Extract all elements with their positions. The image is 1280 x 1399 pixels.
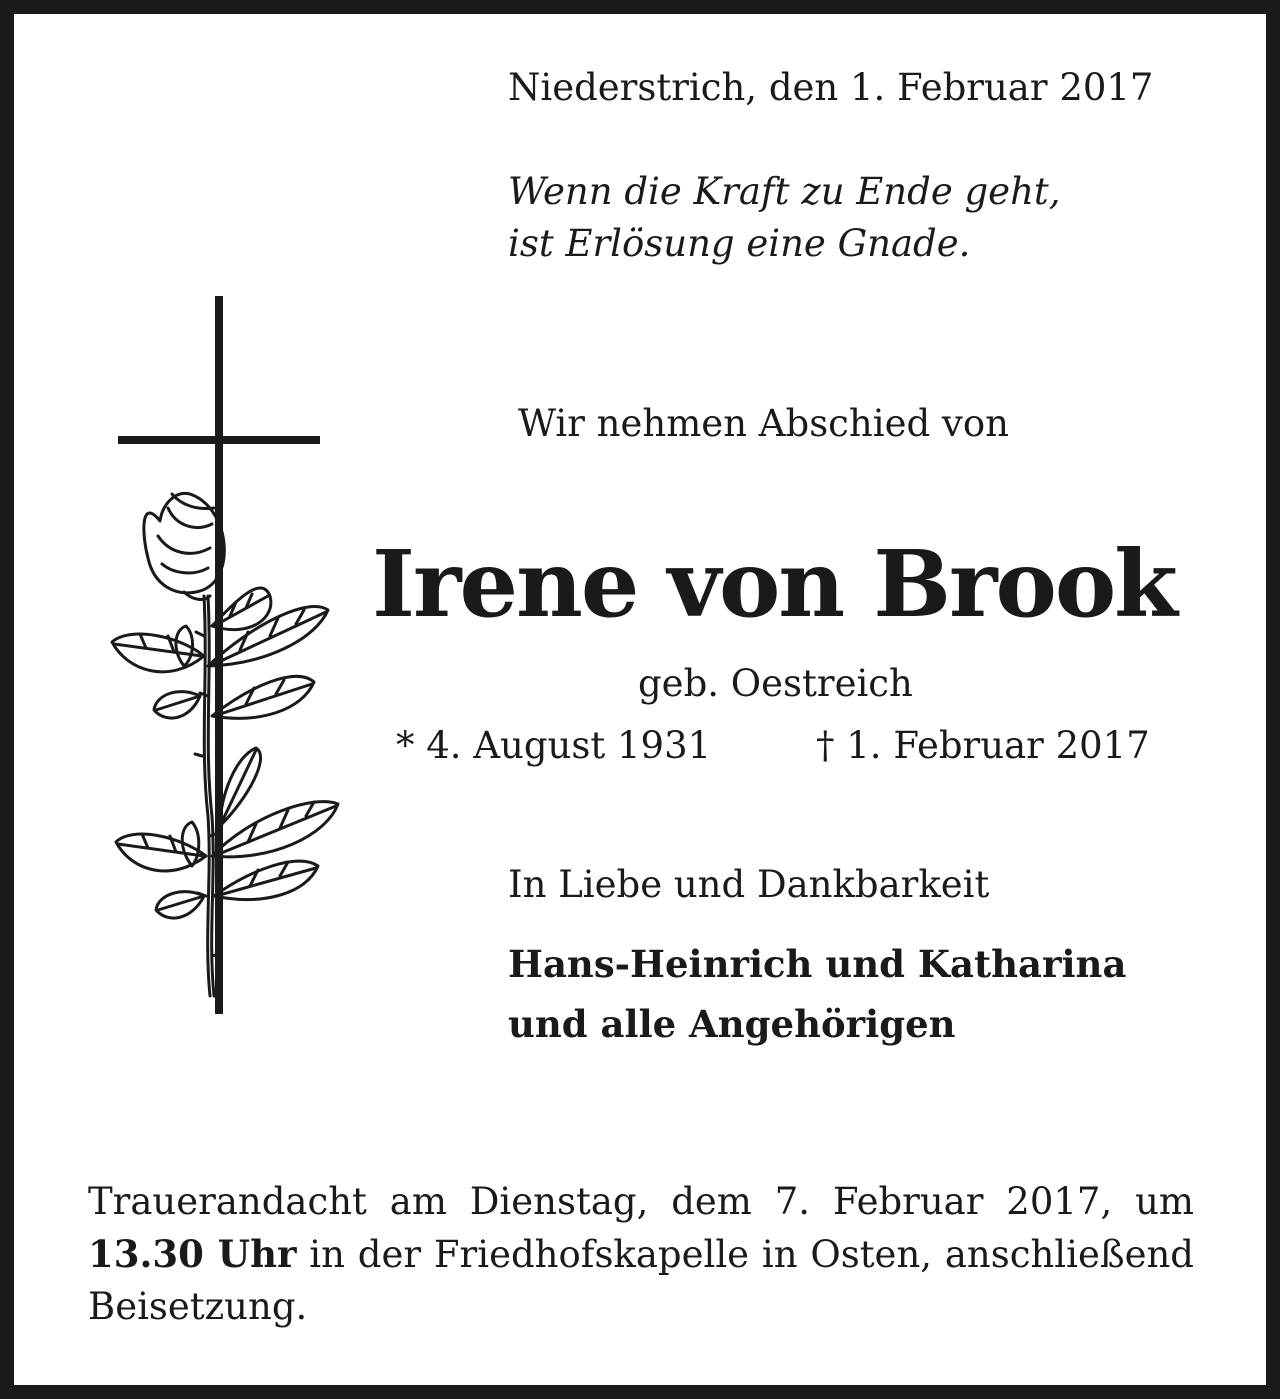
mourners-line-2: und alle Angehörigen <box>508 1002 956 1046</box>
death-date: † 1. Februar 2017 <box>816 724 1150 767</box>
mourners-line-1: Hans-Heinrich und Katharina <box>508 942 1127 986</box>
mourners-phrase: In Liebe und Dankbarkeit <box>508 863 990 906</box>
service-time: 13.30 Uhr <box>88 1232 297 1276</box>
verse <box>508 166 1061 270</box>
deceased-name: Irene von Brook <box>372 530 1176 638</box>
verse-line-1: Wenn die Kraft zu Ende geht, <box>508 170 1061 213</box>
birth-date: * 4. August 1931 <box>396 724 712 767</box>
place-date: Niederstrich, den 1. Februar 2017 <box>508 66 1154 109</box>
service-text-before: Trauerandacht am Dienstag, dem 7. Februar 2017, um <box>88 1180 1194 1223</box>
mourners-names <box>508 934 1126 1054</box>
cross-with-rose-icon <box>100 296 350 1016</box>
verse-line-2: ist Erlösung eine Gnade. <box>508 222 971 265</box>
service-notice <box>88 1176 1194 1333</box>
service-text-after: in der Friedhofskapelle in Osten, anschließend Beisetzung. <box>88 1233 1194 1328</box>
farewell-intro: Wir nehmen Abschied von <box>518 402 1009 445</box>
maiden-name: geb. Oestreich <box>638 662 913 705</box>
